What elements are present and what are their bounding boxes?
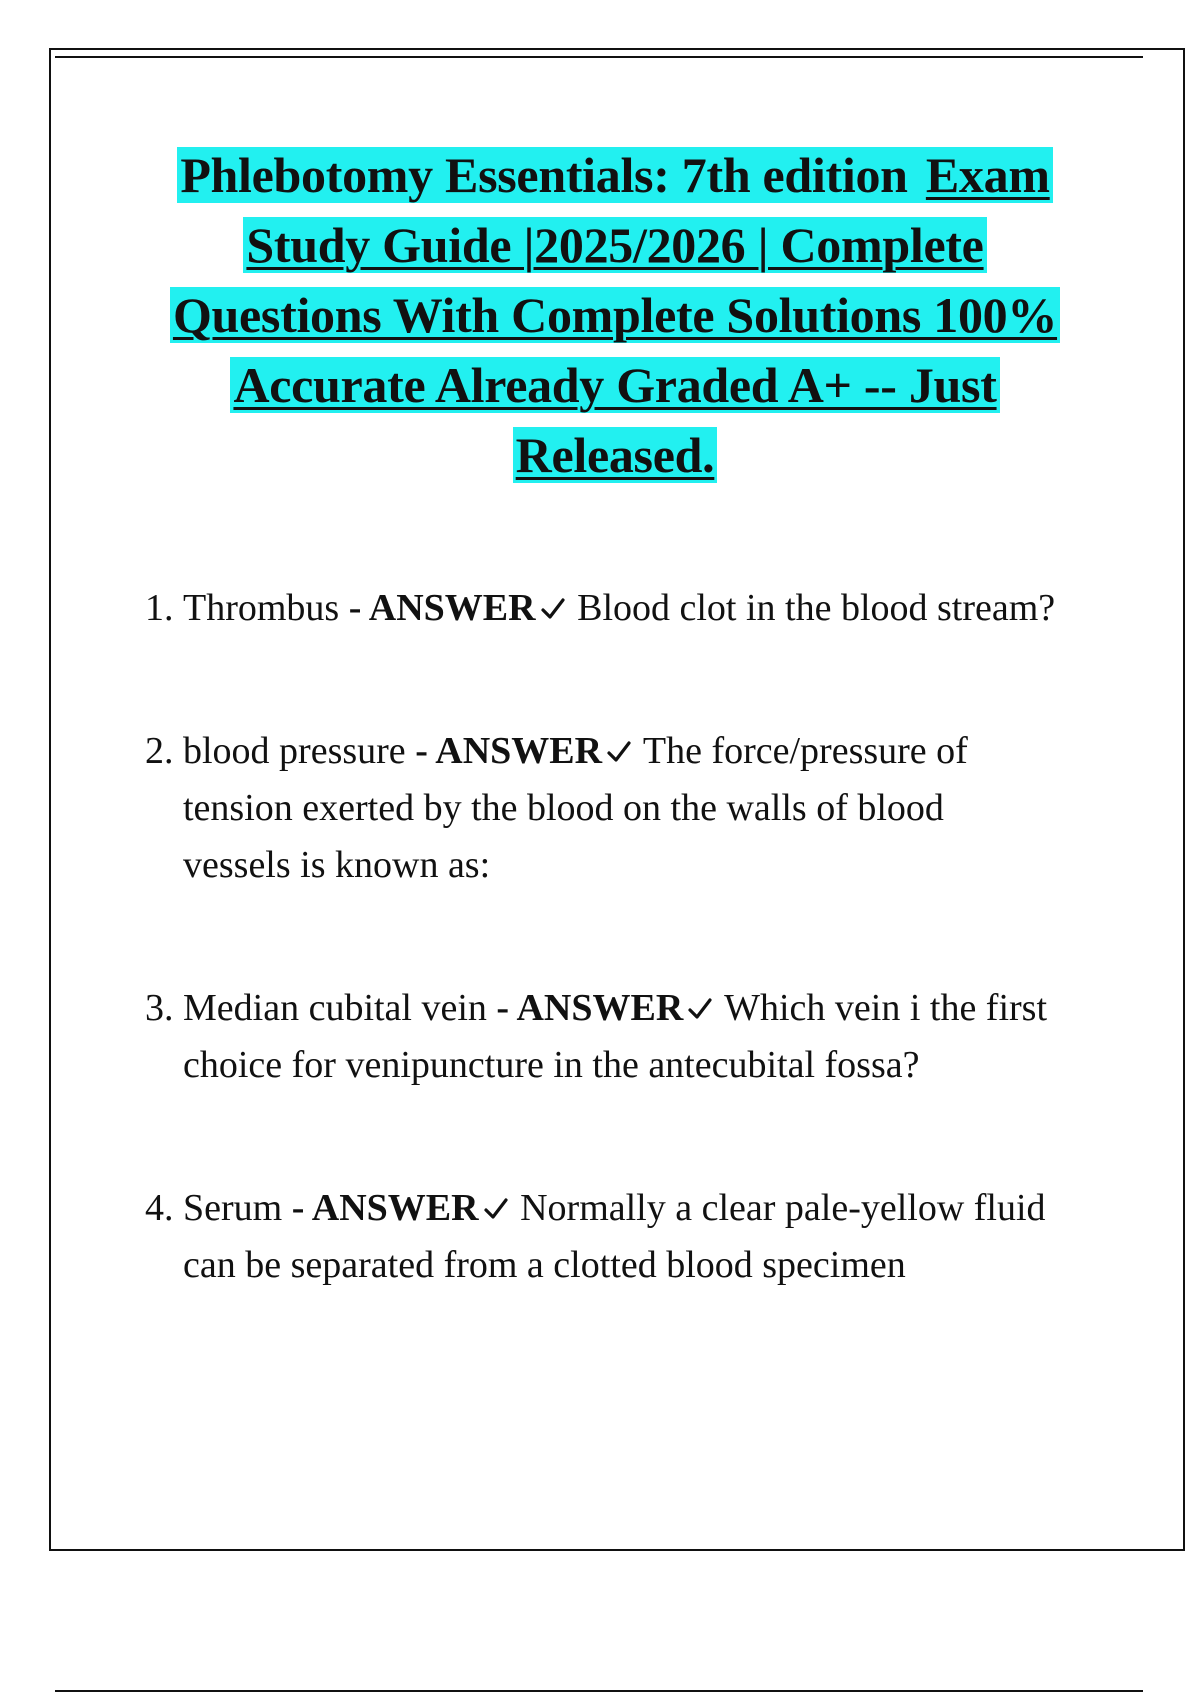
- item-number: 4.: [145, 1187, 174, 1229]
- top-rule-line: [55, 56, 1143, 58]
- bottom-rule-line: [55, 1690, 1143, 1692]
- title-line-1-part-b: Exam: [923, 147, 1053, 203]
- title-line-2-text: Study Guide |2025/2026 | Complete: [243, 217, 986, 273]
- check-mark-icon: [606, 739, 632, 765]
- question-list: [140, 580, 1060, 1294]
- title-line-1: [120, 140, 1110, 210]
- item-answer: Normally a clear pale-yellow fluid can be separated from a clotted blood specimen: [183, 1187, 1046, 1286]
- item-answer: Blood clot in the blood stream?: [567, 587, 1056, 629]
- item-term: blood pressure: [183, 730, 416, 772]
- check-mark-icon: [687, 996, 713, 1022]
- answer-separator: - ANSWER: [291, 1187, 479, 1229]
- title-line-5: [120, 420, 1110, 490]
- list-item: [140, 723, 1060, 894]
- check-mark-icon: [540, 596, 566, 622]
- list-item: [140, 1180, 1060, 1294]
- item-term: Thrombus: [183, 587, 349, 629]
- item-number: 2.: [145, 730, 174, 772]
- item-number: 3.: [145, 987, 174, 1029]
- list-item: [140, 580, 1060, 637]
- answer-separator: - ANSWER: [415, 730, 603, 772]
- title-line-5-text: Released.: [513, 427, 718, 483]
- title-line-4: [120, 350, 1110, 420]
- check-mark-icon: [483, 1196, 509, 1222]
- item-term: Serum: [183, 1187, 292, 1229]
- item-answer: The force/pressure of tension exerted by the blood on the walls of blood vessels is known as:: [183, 730, 968, 886]
- title-line-1-part-a: Phlebotomy Essentials: 7th edition: [177, 147, 923, 203]
- item-number: 1.: [145, 587, 174, 629]
- document-title: [120, 140, 1110, 490]
- title-line-3-text: Questions With Complete Solutions 100%: [170, 287, 1060, 343]
- item-term: Median cubital vein: [183, 987, 497, 1029]
- title-line-3: [120, 280, 1110, 350]
- answer-separator: - ANSWER: [348, 587, 536, 629]
- title-line-4-text: Accurate Already Graded A+ -- Just: [230, 357, 999, 413]
- item-answer: Which vein i the first choice for venipuncture in the antecubital fossa?: [183, 987, 1048, 1086]
- title-line-2: [120, 210, 1110, 280]
- list-item: [140, 980, 1060, 1094]
- answer-separator: - ANSWER: [496, 987, 684, 1029]
